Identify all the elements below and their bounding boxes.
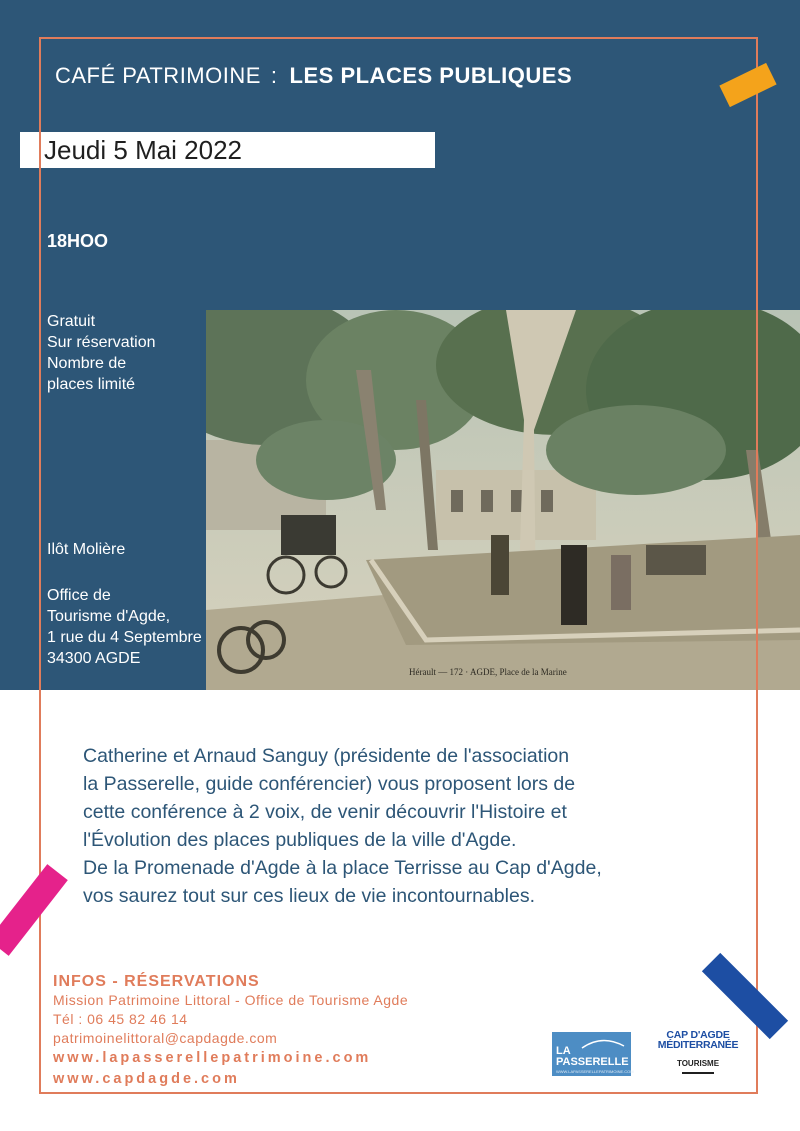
- organizer: Mission Patrimoine Littoral - Office de Tourisme Agde: [53, 992, 409, 1008]
- address-line: 1 rue du 4 Septembre: [47, 629, 202, 646]
- title-separator: :: [270, 63, 278, 88]
- condition-line: Gratuit: [47, 313, 96, 330]
- page-title: [55, 63, 572, 89]
- event-series-label: CAFÉ PATRIMOINE: [55, 63, 261, 88]
- postcard-illustration: [206, 310, 800, 690]
- conditions-block: [47, 311, 156, 395]
- pink-accent-shape: [0, 864, 68, 956]
- description-line: De la Promenade d'Agde à la place Terrisse au Cap d'Agde,: [83, 857, 602, 879]
- logo-text-line: LA: [556, 1045, 571, 1057]
- logo-underline: [682, 1072, 714, 1074]
- logo-text-line: TOURISME: [676, 1059, 720, 1068]
- phone-number: Tél : 06 45 82 46 14: [53, 1011, 188, 1027]
- description-line: l'Évolution des places publiques de la ville d'Agde.: [83, 829, 517, 851]
- reservation-info: [53, 973, 408, 1090]
- event-time: 18HOO: [47, 231, 109, 251]
- logo-url: WWW.LAPASSERELLEPATRIMOINE.COM: [556, 1069, 634, 1074]
- address-line: Tourisme d'Agde,: [47, 608, 171, 625]
- event-date: Jeudi 5 Mai 2022: [44, 135, 243, 165]
- address-line: Office de: [47, 587, 111, 604]
- blue-accent-shape: [702, 953, 788, 1039]
- date-banner: [20, 132, 435, 168]
- cap-agde-tourisme-logo: [650, 1030, 746, 1080]
- condition-line: Nombre de: [47, 355, 127, 372]
- address-line: 34300 AGDE: [47, 650, 141, 667]
- logo-text-line: MÉDITERRANÉE: [657, 1039, 739, 1051]
- venue-name: Ilôt Molière: [47, 541, 126, 558]
- website-link-capdagde[interactable]: www.capdagde.com: [53, 1071, 240, 1087]
- event-description: [83, 742, 763, 910]
- address-block: [47, 585, 202, 669]
- description-line: vos saurez tout sur ces lieux de vie incontournables.: [83, 885, 535, 907]
- description-line: Catherine et Arnaud Sanguy (présidente de l'association: [83, 745, 570, 767]
- logo-text-line: CAP D'AGDE: [666, 1029, 730, 1041]
- la-passerelle-logo: [552, 1032, 634, 1076]
- event-title: LES PLACES PUBLIQUES: [289, 63, 573, 88]
- reservation-heading: INFOS - RÉSERVATIONS: [53, 973, 260, 990]
- condition-line: places limité: [47, 376, 136, 393]
- website-link-passerelle[interactable]: www.lapasserellepatrimoine.com: [53, 1050, 372, 1066]
- email-address: patrimoinelittoral@capdagde.com: [53, 1030, 278, 1046]
- postcard-caption: Hérault — 172 · AGDE, Place de la Marine: [409, 667, 567, 677]
- condition-line: Sur réservation: [47, 334, 156, 351]
- description-line: cette conférence à 2 voix, de venir découvrir l'Histoire et: [83, 801, 567, 823]
- logo-text-line: PASSERELLE: [556, 1056, 629, 1068]
- description-line: la Passerelle, guide conférencier) vous proposent lors de: [83, 773, 576, 795]
- historic-postcard-photo: [206, 310, 800, 690]
